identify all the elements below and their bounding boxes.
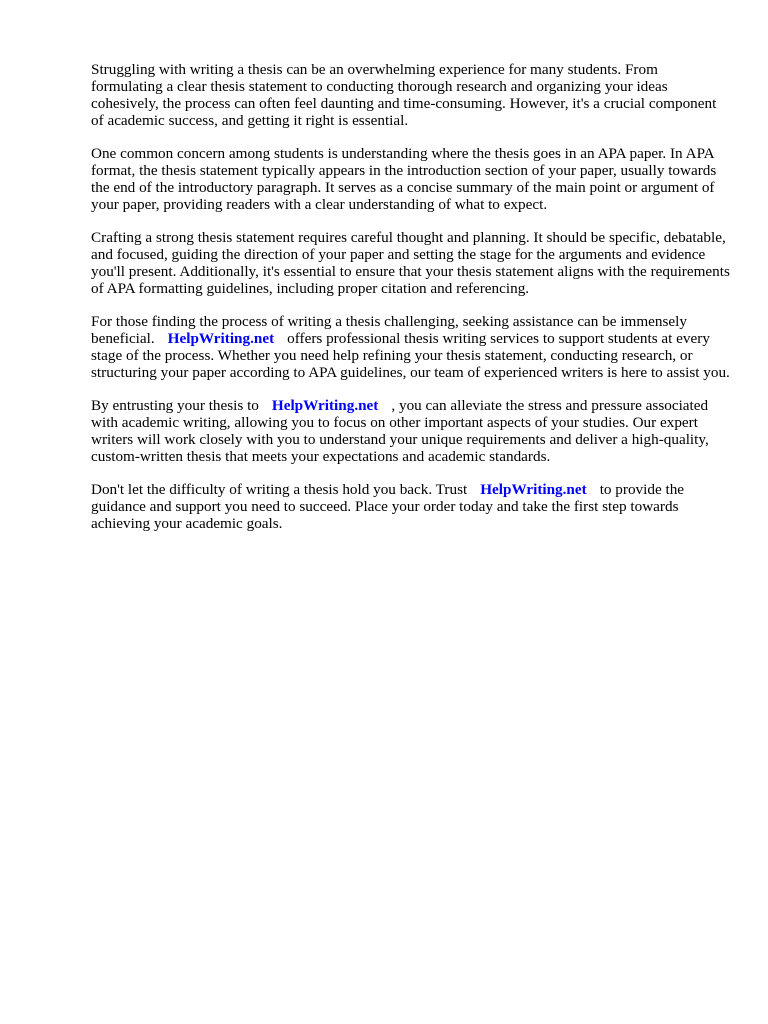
helpwriting-link-3[interactable]: HelpWriting.net xyxy=(480,481,587,498)
paragraph-1 xyxy=(91,61,731,129)
paragraph-4-text-before: For those finding the process of writing a thesis challenging, seeking assistance can be immensely beneficial. xyxy=(91,313,687,347)
paragraph-1-text: Struggling with writing a thesis can be an overwhelming experience for many students. From formulating a clear thesis statement to conducting thorough research and organizing your ideas cohesively, the process can often feel daunting and time-consuming. However, it's a crucial component of academic success, and getting it right is essential. xyxy=(91,61,717,129)
paragraph-5-text-before: By entrusting your thesis to xyxy=(91,397,259,414)
paragraph-4-text-after: offers professional thesis writing services to support students at every stage of the process. Whether you need help refining your thesis statement, conducting research, or structuring your paper according to APA guidelines, our team of experienced writers is here to assist you. xyxy=(91,330,730,381)
paragraph-6 xyxy=(91,481,731,532)
paragraph-6-text-before: Don't let the difficulty of writing a thesis hold you back. Trust xyxy=(91,481,468,498)
paragraph-5 xyxy=(91,397,731,465)
helpwriting-link-2[interactable]: HelpWriting.net xyxy=(271,397,379,414)
paragraph-2 xyxy=(91,145,731,213)
paragraph-2-text: One common concern among students is understanding where the thesis goes in an APA paper. In APA format, the thesis statement typically appears in the introduction section of your paper, usually towards the end of the introductory paragraph. It serves as a concise summary of the main point or argument of your paper, providing readers with a clear understanding of what to expect. xyxy=(91,145,717,213)
helpwriting-link-1[interactable]: HelpWriting.net xyxy=(167,330,275,347)
paragraph-4 xyxy=(91,313,731,381)
document-page xyxy=(91,61,731,548)
paragraph-3 xyxy=(91,229,731,297)
paragraph-3-text: Crafting a strong thesis statement requires careful thought and planning. It should be specific, debatable, and focused, guiding the direction of your paper and setting the stage for the arguments and evidence you'll present. Additionally, it's essential to ensure that your thesis statement aligns with the requirements of APA formatting guidelines, including proper citation and referencing. xyxy=(91,229,730,297)
paragraph-6-text-after: to provide the guidance and support you need to succeed. Place your order today and take the first step towards achieving your academic goals. xyxy=(91,481,685,532)
paragraph-5-text-after: , you can alleviate the stress and pressure associated with academic writing, allowing you to focus on other important aspects of your studies. Our expert writers will work closely with you to understand your unique requirements and deliver a high-quality, custom-written thesis that meets your expectations and academic standards. xyxy=(91,397,709,465)
